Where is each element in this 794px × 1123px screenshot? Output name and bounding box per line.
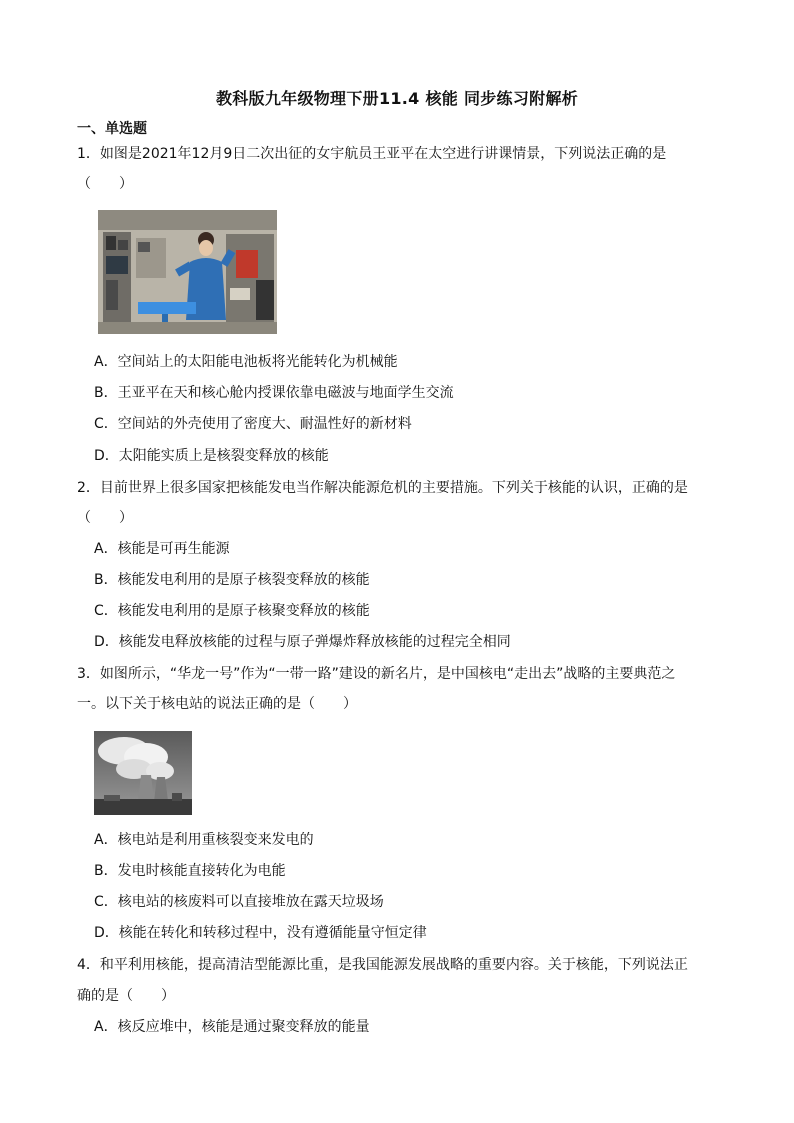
- question-3-stem-continued: 一。以下关于核电站的说法正确的是（ ）: [77, 696, 357, 712]
- question-2-option-d: D．核能发电释放核能的过程与原子弹爆炸释放核能的过程完全相同: [94, 634, 511, 650]
- question-3-option-b: B．发电时核能直接转化为电能: [94, 863, 286, 879]
- section-heading: 一、单选题: [77, 121, 147, 137]
- question-2-stem: 2．目前世界上很多国家把核能发电当作解决能源危机的主要措施。下列关于核能的认识，正确的是: [77, 480, 688, 496]
- question-1-stem: 1．如图是2021年12月9日二次出征的女宇航员王亚平在太空进行讲课情景，下列说法正确的是: [77, 146, 667, 162]
- document-title: 教科版九年级物理下册11.4 核能 同步练习附解析: [215, 89, 579, 108]
- question-2-option-c: C．核能发电利用的是原子核聚变释放的核能: [94, 603, 370, 619]
- question-3-option-c: C．核电站的核废料可以直接堆放在露天垃圾场: [94, 894, 384, 910]
- question-1-option-c: C．空间站的外壳使用了密度大、耐温性好的新材料: [94, 416, 412, 432]
- question-1-option-b: B．王亚平在天和核心舱内授课依靠电磁波与地面学生交流: [94, 385, 454, 401]
- question-2-option-b: B．核能发电利用的是原子核裂变释放的核能: [94, 572, 370, 588]
- nuclear-plant-photo: [94, 731, 192, 815]
- question-2-option-a: A．核能是可再生能源: [94, 541, 230, 557]
- question-4-option-a: A．核反应堆中，核能是通过聚变释放的能量: [94, 1019, 370, 1035]
- question-1-blank: （ ）: [77, 176, 133, 192]
- question-1-option-a: A．空间站上的太阳能电池板将光能转化为机械能: [94, 354, 398, 370]
- question-4-stem: 4．和平利用核能，提高清洁型能源比重，是我国能源发展战略的重要内容。关于核能，下列说法正: [77, 957, 688, 973]
- question-4-stem-continued: 确的是（ ）: [77, 988, 175, 1004]
- question-3-stem: 3．如图所示，“华龙一号”作为“一带一路”建设的新名片，是中国核电“走出去”战略的主要典范之: [77, 666, 676, 682]
- question-3-option-d: D．核能在转化和转移过程中，没有遵循能量守恒定律: [94, 925, 427, 941]
- question-2-blank: （ ）: [77, 510, 133, 526]
- astronaut-classroom-photo: [98, 210, 277, 334]
- question-3-option-a: A．核电站是利用重核裂变来发电的: [94, 832, 314, 848]
- question-1-option-d: D．太阳能实质上是核裂变释放的核能: [94, 448, 329, 464]
